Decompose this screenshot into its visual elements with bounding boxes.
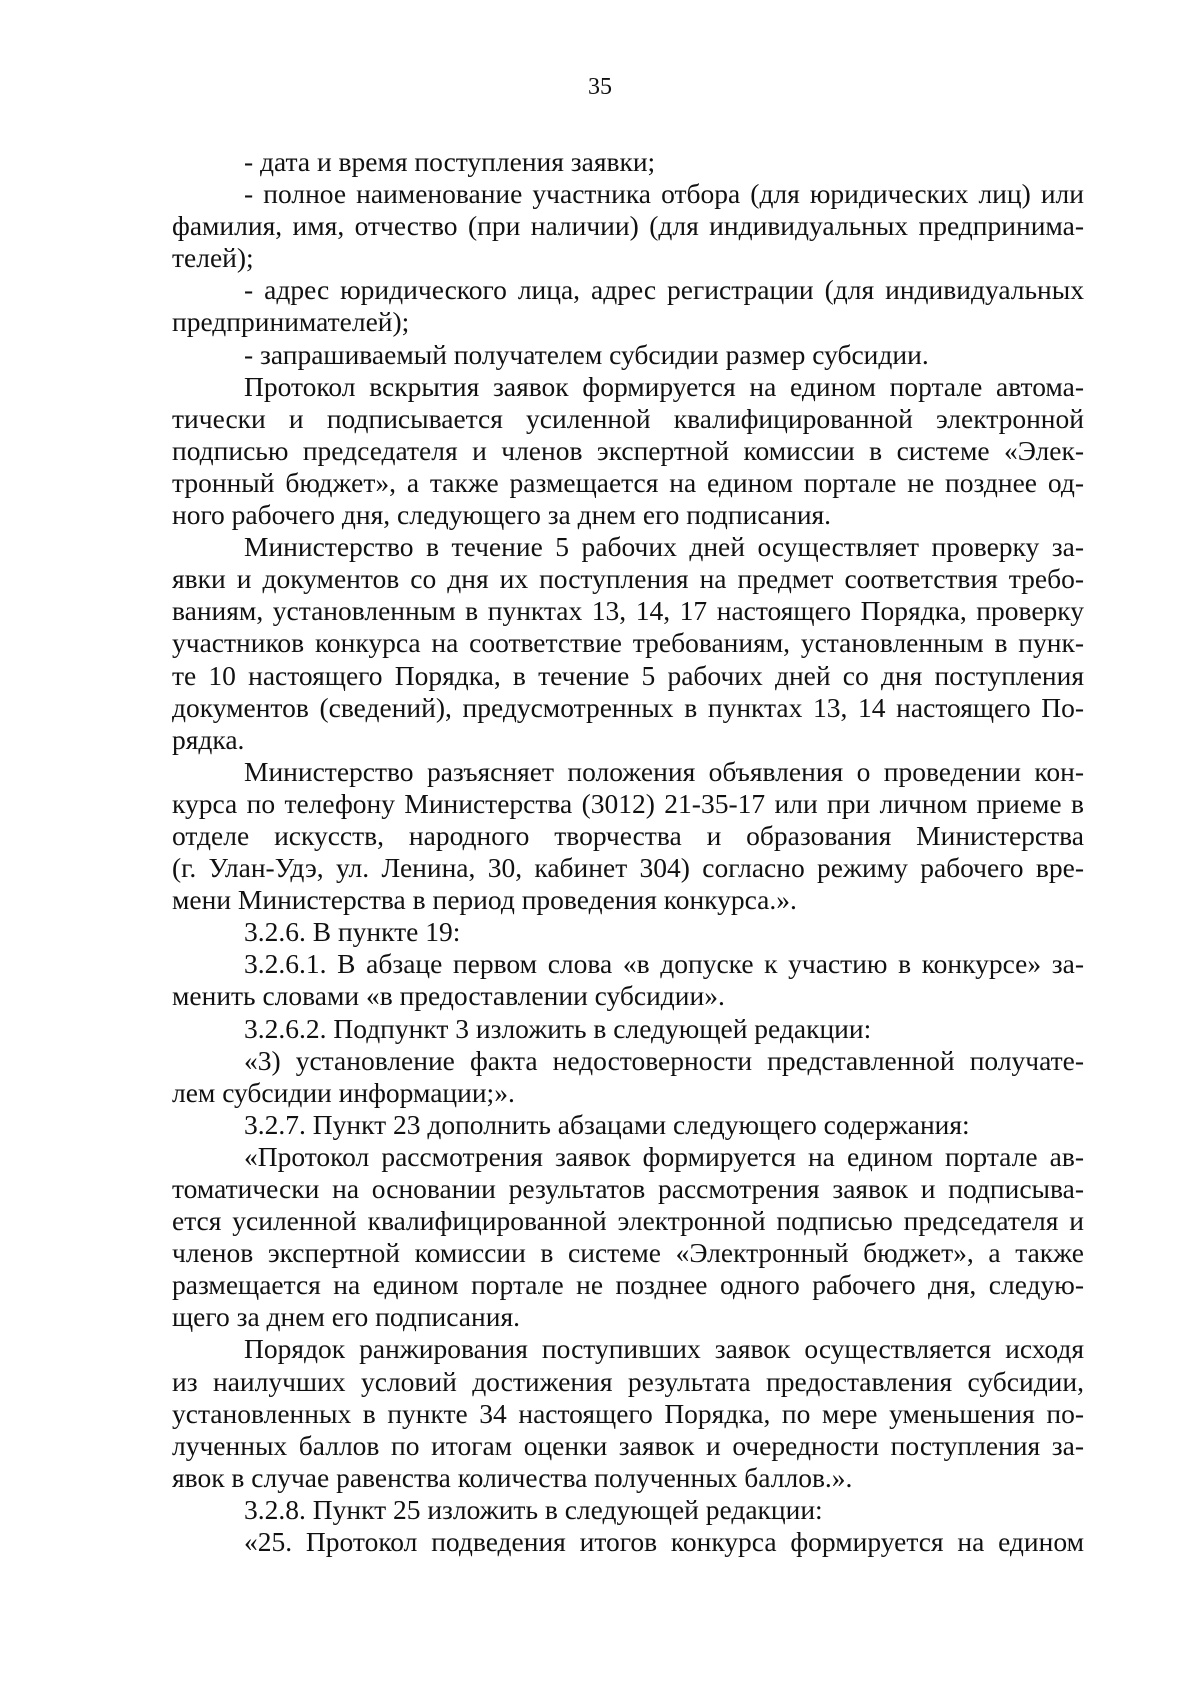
text-line: из наилучших условий достижения результата предоставления субсидии, [172, 1365, 1084, 1397]
text-line: Министерство разъясняет положения объявления о проведении кон- [244, 755, 1084, 787]
text-line: (г. Улан-Удэ, ул. Ленина, 30, кабинет 304) согласно режиму рабочего вре- [172, 852, 1084, 884]
text-line: тически и подписывается усиленной квалифицированной электронной [172, 402, 1084, 434]
text-line: Протокол вскрытия заявок формируется на едином портале автома- [244, 370, 1084, 402]
text-line: лем субсидии информации;». [172, 1076, 515, 1108]
text-line: документов (сведений), предусмотренных в пунктах 13, 14 настоящего По- [172, 691, 1084, 723]
text-line: 3.2.7. Пункт 23 дополнить абзацами следующего содержания: [244, 1108, 970, 1140]
text-line: - полное наименование участника отбора (для юридических лиц) или [244, 178, 1084, 210]
text-line: отделе искусств, народного творчества и образования Министерства [172, 819, 1084, 851]
text-line: явки и документов со дня их поступления на предмет соответствия требо- [172, 563, 1084, 595]
text-line: - адрес юридического лица, адрес регистрации (для индивидуальных [244, 274, 1084, 306]
text-line: щего за днем его подписания. [172, 1301, 520, 1333]
text-line: рядка. [172, 723, 245, 755]
text-line: лученных баллов по итогам оценки заявок и очередности поступления за- [172, 1429, 1084, 1461]
page-number: 35 [588, 74, 612, 100]
text-line: членов экспертной комиссии в системе «Электронный бюджет», а также [172, 1237, 1084, 1269]
text-line: телей); [172, 242, 254, 274]
text-line: мени Министерства в период проведения конкурса.». [172, 884, 797, 916]
text-line: подписью председателя и членов экспертной комиссии в системе «Элек- [172, 434, 1084, 466]
text-line: 3.2.6.1. В абзаце первом слова «в допуске к участию в конкурсе» за- [244, 948, 1084, 980]
text-line: ется усиленной квалифицированной электронной подписью председателя и [172, 1205, 1084, 1237]
text-line: 3.2.8. Пункт 25 изложить в следующей редакции: [244, 1493, 823, 1525]
text-line: предпринимателей); [172, 306, 410, 338]
text-line: 3.2.6.2. Подпункт 3 изложить в следующей редакции: [244, 1012, 872, 1044]
text-line: тронный бюджет», а также размещается на едином портале не позднее од- [172, 466, 1084, 498]
text-line: 3.2.6. В пункте 19: [244, 916, 461, 948]
text-line: явок в случае равенства количества полученных баллов.». [172, 1461, 853, 1493]
text-line: те 10 настоящего Порядка, в течение 5 рабочих дней со дня поступления [172, 659, 1084, 691]
text-line: - запрашиваемый получателем субсидии размер субсидии. [244, 338, 929, 370]
text-line: «3) установление факта недостоверности представленной получате- [244, 1044, 1084, 1076]
text-line: - дата и время поступления заявки; [244, 146, 656, 177]
text-line: курса по телефону Министерства (3012) 21-35-17 или при личном приеме в [172, 787, 1084, 819]
text-line: менить словами «в предоставлении субсидии». [172, 980, 725, 1012]
text-line: участников конкурса на соответствие требованиям, установленным в пунк- [172, 627, 1084, 659]
text-line: установленных в пункте 34 настоящего Порядка, по мере уменьшения по- [172, 1397, 1084, 1429]
text-line: фамилия, имя, отчество (при наличии) (для индивидуальных предпринима- [172, 210, 1084, 242]
text-line: «25. Протокол подведения итогов конкурса формируется на едином [244, 1526, 1084, 1558]
text-line: ваниям, установленным в пунктах 13, 14, 17 настоящего Порядка, проверку [172, 595, 1084, 627]
text-line: Порядок ранжирования поступивших заявок осуществляется исходя [244, 1333, 1084, 1365]
text-line: Министерство в течение 5 рабочих дней осуществляет проверку за- [244, 531, 1084, 563]
text-line: размещается на едином портале не позднее одного рабочего дня, следую- [172, 1269, 1084, 1301]
text-line: томатически на основании результатов рассмотрения заявок и подписыва- [172, 1173, 1084, 1204]
text-line: «Протокол рассмотрения заявок формируется на едином портале ав- [244, 1140, 1084, 1172]
body-text [172, 146, 1084, 1558]
text-line: ного рабочего дня, следующего за днем его подписания. [172, 499, 832, 531]
